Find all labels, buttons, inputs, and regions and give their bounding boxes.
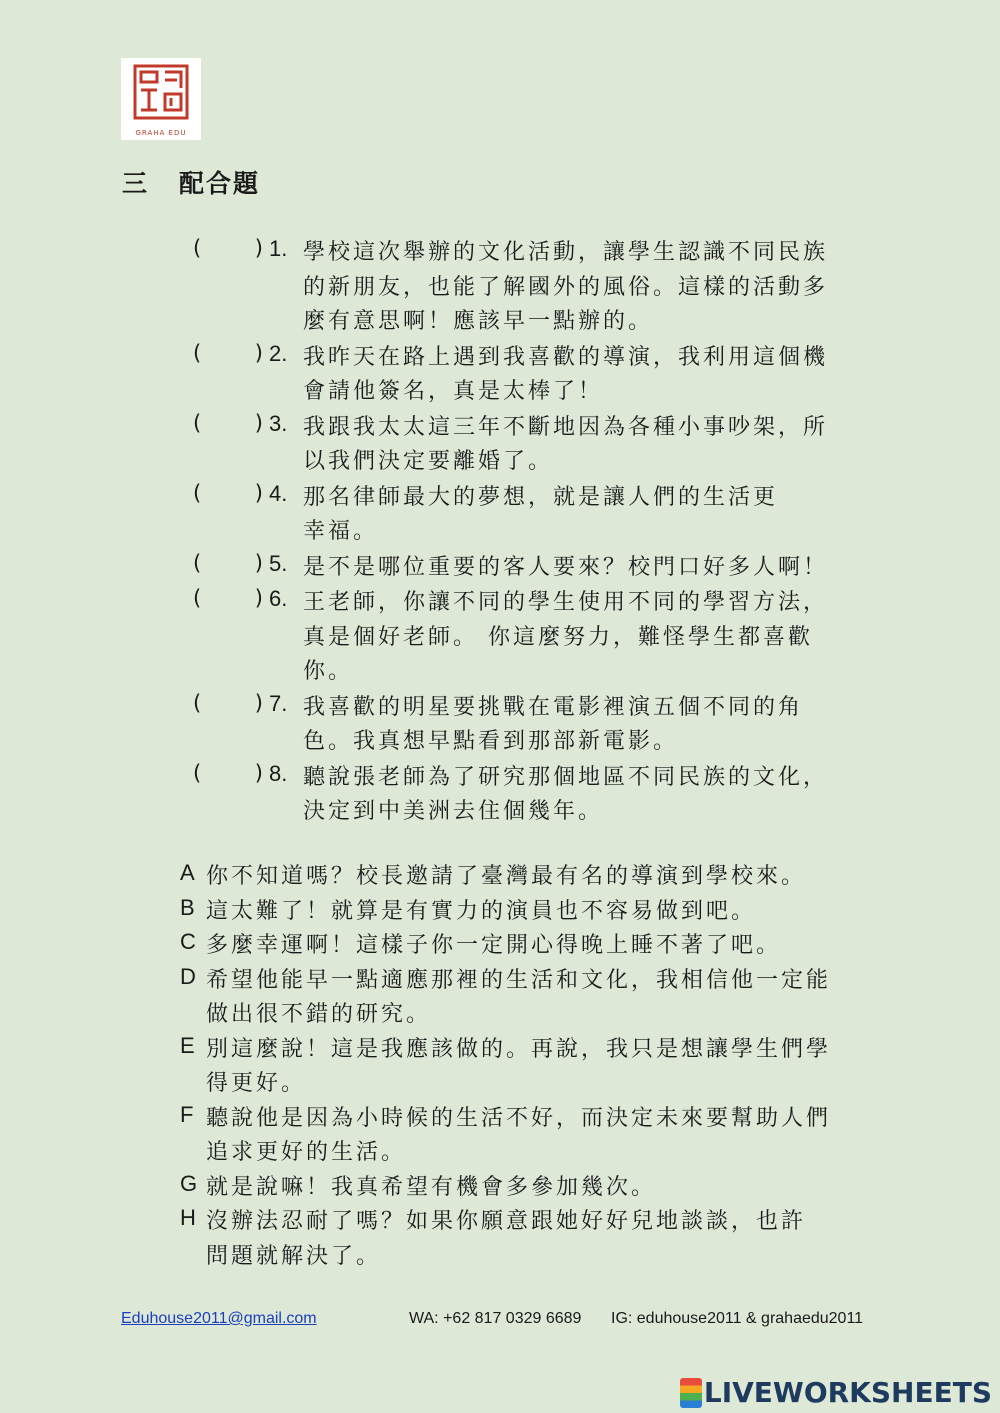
question-line: 學校這次舉辦的文化活動，讓學生認識不同民族 — [303, 240, 829, 265]
answer-blank[interactable] — [193, 761, 263, 785]
question-item — [193, 481, 893, 550]
question-number: 2. — [269, 340, 288, 366]
question-line: 你。 — [303, 659, 354, 684]
option-text — [206, 1171, 900, 1206]
option-letter: E — [180, 1032, 195, 1058]
question-line: 麼有意思啊！應該早一點辦的。 — [303, 309, 654, 334]
question-number: 6. — [269, 586, 288, 611]
answer-option — [180, 964, 900, 1033]
close-paren: ) — [254, 236, 263, 260]
question-line: 會請他簽名，真是太棒了！ — [303, 379, 604, 404]
close-paren: ) — [254, 340, 263, 365]
option-letter: C — [180, 929, 196, 954]
option-line: 沒辦法忍耐了嗎？如果你願意跟她好好兒地談談，也許 — [206, 1209, 807, 1234]
question-line: 那名律師最大的夢想，就是讓人們的生活更 — [303, 484, 779, 510]
email-link[interactable]: Eduhouse2011@gmail.com — [121, 1310, 317, 1327]
question-text — [303, 691, 893, 760]
answer-blank[interactable] — [193, 411, 263, 435]
answer-blank[interactable] — [193, 691, 263, 715]
question-item — [193, 586, 893, 690]
logo-caption: GRAHA EDU — [135, 129, 187, 137]
question-item — [193, 761, 893, 830]
option-letter: G — [180, 1170, 198, 1196]
close-paren: ) — [254, 760, 263, 785]
seal-icon — [121, 58, 201, 130]
question-line: 聽說張老師為了研究那個地區不同民族的文化， — [303, 764, 829, 790]
open-paren: ( — [193, 760, 202, 785]
question-text — [303, 481, 893, 550]
question-number: 3. — [269, 410, 288, 436]
question-line: 我昨天在路上遇到我喜歡的導演，我利用這個機 — [303, 344, 829, 370]
question-number: 7. — [269, 690, 288, 716]
answer-option — [180, 1205, 900, 1274]
close-paren: ) — [254, 690, 263, 715]
answer-option — [180, 929, 900, 964]
open-paren: ( — [193, 586, 202, 610]
open-paren: ( — [193, 410, 202, 435]
option-letter: F — [180, 1101, 194, 1127]
option-letter: A — [180, 860, 195, 885]
option-line: 這太難了！就算是有實力的演員也不容易做到吧。 — [206, 898, 757, 924]
question-list — [193, 236, 893, 831]
close-paren: ) — [254, 480, 263, 505]
option-line: 做出很不錯的研究。 — [206, 1002, 432, 1027]
question-item — [193, 691, 893, 760]
option-line: 追求更好的生活。 — [206, 1140, 407, 1165]
open-paren: ( — [193, 236, 202, 260]
section-title — [122, 164, 260, 200]
question-line: 幸福。 — [303, 519, 379, 544]
question-text — [303, 551, 893, 586]
option-text — [206, 1033, 900, 1102]
question-line: 色。我真想早點看到那部新電影。 — [303, 729, 679, 754]
liveworksheets-icon — [680, 1378, 702, 1408]
option-line: 多麼幸運啊！這樣子你一定開心得晚上睡不著了吧。 — [206, 933, 782, 958]
section-number: 三 — [122, 169, 150, 198]
option-text — [206, 964, 900, 1033]
question-text — [303, 341, 893, 410]
question-line: 我跟我太太這三年不斷地因為各種小事吵架，所 — [303, 414, 829, 440]
question-line: 是不是哪位重要的客人要來？校門口好多人啊！ — [303, 554, 829, 580]
question-line: 真是個好老師。 你這麼努力，難怪學生都喜歡 — [303, 624, 813, 650]
option-line: 得更好。 — [206, 1071, 307, 1096]
question-item — [193, 341, 893, 410]
section-heading: 配合題 — [179, 169, 261, 198]
answer-blank[interactable] — [193, 481, 263, 505]
question-number: 8. — [269, 760, 288, 786]
liveworksheets-brand — [680, 1376, 992, 1409]
option-text — [206, 860, 900, 895]
answer-option — [180, 1033, 900, 1102]
option-text — [206, 1102, 900, 1171]
question-line: 決定到中美洲去住個幾年。 — [303, 799, 604, 824]
question-text — [303, 236, 893, 340]
option-line: 你不知道嗎？校長邀請了臺灣最有名的導演到學校來。 — [206, 864, 807, 889]
question-line: 王老師，你讓不同的學生使用不同的學習方法， — [303, 590, 829, 615]
option-line: 別這麼說！這是我應該做的。再說，我只是想讓學生們學 — [206, 1036, 832, 1062]
answer-list — [180, 860, 900, 1274]
open-paren: ( — [193, 340, 202, 365]
question-text — [303, 761, 893, 830]
instagram-contact: IG: eduhouse2011 & grahaedu2011 — [611, 1310, 864, 1327]
question-number: 5. — [269, 550, 288, 576]
close-paren: ) — [254, 550, 263, 575]
close-paren: ) — [254, 586, 263, 610]
answer-option — [180, 895, 900, 930]
question-number: 4. — [269, 480, 288, 506]
option-text — [206, 1205, 900, 1274]
question-text — [303, 586, 893, 690]
option-letter: B — [180, 894, 195, 920]
answer-blank[interactable] — [193, 236, 263, 260]
question-item — [193, 411, 893, 480]
option-text — [206, 929, 900, 964]
option-letter: H — [180, 1205, 196, 1230]
answer-option — [180, 860, 900, 895]
question-text — [303, 411, 893, 480]
option-line: 希望他能早一點適應那裡的生活和文化，我相信他一定能 — [206, 967, 832, 993]
whatsapp-contact: WA: +62 817 0329 6689 — [409, 1310, 582, 1327]
question-item — [193, 236, 893, 340]
answer-blank[interactable] — [193, 341, 263, 365]
option-letter: D — [180, 963, 196, 989]
option-line: 聽說他是因為小時候的生活不好，而決定未來要幫助人們 — [206, 1105, 832, 1131]
question-line: 以我們決定要離婚了。 — [303, 449, 554, 474]
question-number: 1. — [269, 236, 288, 261]
answer-blank[interactable] — [193, 551, 263, 575]
answer-option — [180, 1171, 900, 1206]
option-line: 問題就解決了。 — [206, 1243, 382, 1269]
open-paren: ( — [193, 480, 202, 505]
option-line: 就是說嘛！我真希望有機會多參加幾次。 — [206, 1174, 657, 1200]
brand-text: LIVEWORKSHEETS — [703, 1376, 992, 1409]
question-item — [193, 551, 893, 586]
graha-edu-logo — [121, 58, 201, 140]
answer-blank[interactable] — [193, 586, 263, 610]
question-line: 的新朋友，也能了解國外的風俗。這樣的活動多 — [303, 274, 829, 300]
answer-option — [180, 1102, 900, 1171]
option-text — [206, 895, 900, 930]
open-paren: ( — [193, 550, 202, 575]
close-paren: ) — [254, 410, 263, 435]
question-line: 我喜歡的明星要挑戰在電影裡演五個不同的角 — [303, 694, 804, 720]
open-paren: ( — [193, 690, 202, 715]
